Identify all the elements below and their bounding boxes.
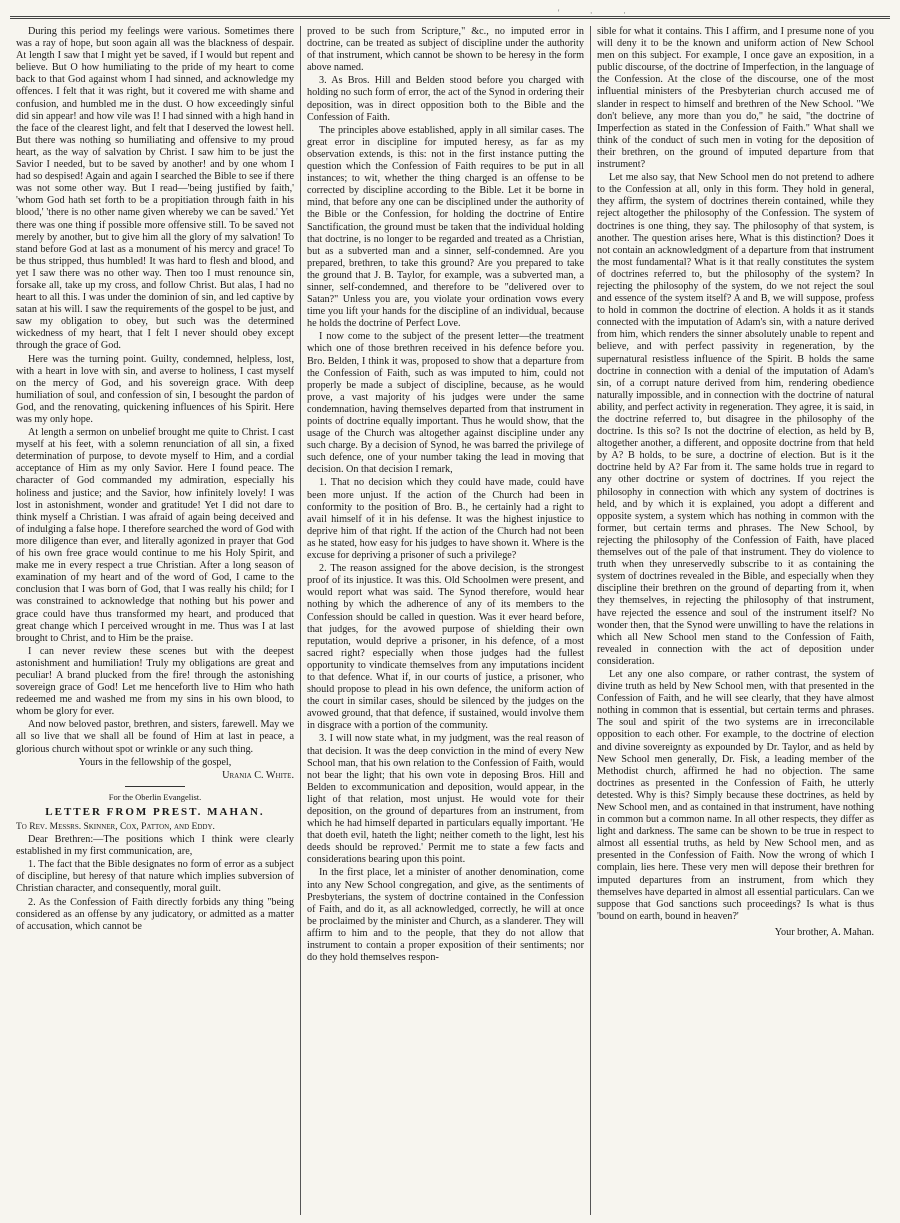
letter-address: To Rev. Messrs. Skinner, Cox, Patton, and Eddy. [16, 822, 215, 832]
column-2-paragraph: 3. As Bros. Hill and Belden stood before you charged with holding no such form of error, the act of the Synod in ordering their deposition, was in direct opposition both to the Bible and the Confession of Faith. [307, 75, 584, 123]
column-1-paragraph: During this period my feelings were various. Sometimes there was a ray of hope, but soon again all was the blackness of despair. At length I saw that I might yet be saved, if I would but repent and believe. But O how humiliating to the pride of my heart to come back to that God against whom I had sinned, and acknowledge my offences. I felt that it was right, but it covered me with shame and confusion, and humbled me in the dust. O how exceedingly sinful did sin appear! and how vile was I! I had sinned with a high hand in the face of the clearest light, and felt that I deserved the lowest hell. But there was nothing so humiliating and offensive to my proud heart, as the way of salvation by Christ. I saw him to be just the Savior I needed, but to be saved by another! and by one whom I had so despised! Again and again I searched the Bible to see if there was not some other way. But I read—'being justified by faith,' 'whom God hath set forth to be a propitiation through faith in his blood,' 'there is no other name given whereby we can be saved.' Yet there was one thing if possible more offensive still. To be saved not merely by another, but to give him all the glory of my salvation! To stand before God at last as a monument of his mercy and grace! To be thus stripped, thus humbled! It was hard to flesh and blood, and yet I saw there was no other way. Then too I must renounce sin, forsake all, take up my cross, and follow Christ. But alas, I had no heart to all this. I was under the dominion of sin, and led captive by satan at his will. I saw the requirements of the gospel to be just, and saw my obligation to obey, but such was the determined wickedness of my heart, that I felt I never should obey except through the grace of God. [16, 26, 294, 352]
column-2-paragraph: The principles above established, apply in all similar cases. The great error in discipline for imputed heresy, as far as my observation extends, is this: not in the first instance putting the question which the Confession of Faith requires to be put in all instances; to wit, whether the thing charged is an offense to be corrected by discipline according to the Bible. Let it be borne in mind, that before any one can be disciplined under the authority of the Bible or the Confession, for holding the doctrine of Entire Sanctification, the ground must be taken that the individual holding that doctrine, is no longer to be regarded and treated as a Christian, but as a subverted man and a sinner, self-condemned. Are you prepared, brethren, to take this ground? Are you prepared to take the ground that J. B. Taylor, for example, was a subverted man, a sinner, self-condemned, and therefore to be "delivered over to Satan?" Unless you are, you violate your ordination vows every time you lift your hands for the discipline of an individual, because he holds the doctrine of Perfect Love. [307, 124, 584, 330]
header-rule [10, 16, 890, 19]
column-2-paragraph: 3. I will now state what, in my judgment, was the real reason of that decision. It was the deep conviction in the mind of every New School man, that his own relation to the Confession of Faith, would not bear the light; that his own vote in deposing Bros. Hill and Belden to excommunication and deposition, would appear, in the light of that relation, most unjust. He would vote for their deposition, on the ground of departures from an instrument, from which he had himself departed in particulars equally important. 'He that doeth evil, hateth the light; neither cometh to the light, lest his deeds should be reproved.' Permit me to state a few facts and considerations bearing upon this point. [307, 733, 584, 866]
columns [10, 26, 890, 1215]
column-3-paragraph: sible for what it contains. This I affirm, and I presume none of you will deny it to be the known and uniform action of New School men on this subject. For example, I once gave an exposition, in a public discourse, of the doctrine of Imperfection, in the language of the Confession. At the close of the discourse, one of the most influential ministers of the Presbyterian church accused me of slander in respect to himself and brethren of the New School. "We don't believe, any more than you do," he said, "the doctrine of Imperfection as stated in the Confession of Faith." What shall we think of the conduct of such men in voting for the deposition of their brethren, on the ground of imputed departure from that instrument? [597, 26, 874, 171]
letter-paragraph: 2. As the Confession of Faith directly forbids any thing "being considered as an offense by any judicatory, or admitted as a matter of accusation, which cannot be [16, 896, 294, 932]
column-1 [10, 26, 300, 1215]
column-2-paragraph: 1. That no decision which they could have made, could have been more unjust. If the action of the Church had been in conformity to the position of Bro. B., he certainly had a right to avail himself of it in his defense. It was the highest injustice to deprive him of that right. If the action of the Church had not been as he stated, how easy for his judges to have shown it. Where is the excuse for depriving a prisoner of such a privilege? [307, 477, 584, 562]
letter-heading: LETTER FROM PREST. MAHAN. [45, 805, 265, 818]
source-line: For the Oberlin Evangelist. [108, 791, 202, 802]
column-1-paragraph: And now beloved pastor, brethren, and sisters, farewell. May we all so live that we shall all be found of Him at last in peace, a glorious church without spot or wrinkle or any such thing. [16, 719, 294, 755]
letter-paragraph: 1. The fact that the Bible designates no form of error as a subject of discipline, but heresy of that nature which implies subversion of Christian character, and consequently, moral guilt. [16, 859, 294, 895]
newspaper-page [10, 8, 890, 1215]
column-1-paragraph: Here was the turning point. Guilty, condemned, helpless, lost, with a heart in love with sin, and averse to holiness, I cast myself on the mercy of God, and his sovereign grace. With deep humiliation of soul, and confession of sin, I besought the pardon of God, and the renovating, quickening influences of his Spirit. Here was my only hope. [16, 353, 294, 425]
column-3 [590, 26, 880, 1215]
closing-line: Yours in the fellowship of the gospel, [78, 756, 232, 768]
column-2-paragraph: 2. The reason assigned for the above decision, is the strongest proof of its injustice. It was this. Old Schoolmen were present, and would report what was said. The Synod therefore, would hear nothing by which the adherence of any of its members to the Confession should be called in question. Was it ever heard before, that judges, for the avowed purpose of shielding their own reputation, would deprive a prisoner, in his defence, of a most sacred right? especially when those judges had the fullest opportunity to vindicate themselves from any imputations incident to that defence. What if, in our courts of justice, a prisoner, who should propose to plead in his own defence, the uniform action of the court in similar cases, should be silenced by the judges on the avowed ground, that that defence, if sustained, would involve them in disgrace with a portion of the community. [307, 563, 584, 732]
column-2-paragraph: I now come to the subject of the present letter—the treatment which one of those brethren received in his defence before you. Bro. Belden, I think it was, proposed to show that a departure from the Confession of Faith, such as was imputed to him, could not properly be made a subject of discipline, because, as he would prove, a vast majority of his judges were under the same condemnation, having themselves departed from that instrument in points of doctrine equally important. Thus he would show, that the usage of the Church was altogether against discipline under any such charge. By a decision of Synod, he was barred the privilege of such defence, one of your number taking the lead in moving that decision. On that decision I remark, [307, 331, 584, 476]
column-3-paragraph: Let any one also compare, or rather contrast, the system of divine truth as held by New School men, with that presented in the Confession of Faith, and he will see clearly, that they have almost nothing in common that is essential, but certain terms and phrases. The soul and spirit of the two systems are in irreconcilable opposition to each other. For example, to the doctrine of election and divine sovereignty as expounded by Dr. Taylor, and as held by New School men generally, Dr. Fisk, a leading member of the Methodist church, affirmed he had no objection. The same doctrines as presented in the Confession of Faith, he utterly detested. Why is this? Simply because these doctrines, as held by New School men, and as contained in that instrument, have nothing in common but a common name. In all other respects, they differ as light and darkness. The same can be shown to be true in respect to almost all essential truths, as held by New School men, and as presented in the Confession of Faith. Now the wrong of which I complain, lies here. These very men will depose their brethren for imputed departures from an instrument, from which they themselves have departed in almost all essential particulars. Can we suppose that God sanctions such proceedings? Is what is thus 'bound on earth, bound in heaven?' [597, 668, 874, 922]
section-divider [125, 786, 185, 787]
column-3-paragraph: Let me also say, that New School men do not pretend to adhere to the Confession at all, only in this form. They hold in general, they affirm, the system of doctrines therein contained, while they reject altogether the philosophy of the Confession. The system of doctrines is one thing, they say. The philosophy of that system, is another. The question arises here, What is this distinction? Does it not contain an acknowledgment of a departure from that instrument the most fundamental? What is it that really constitutes the system of doctrines referred to, but the philosophy of the system? In rejecting the philosophy of the system, do we not reject the soul and essence of the system itself? A and B, we will suppose, profess to hold in common the doctrine of election. A holds it as it stands connected with the imputation of Adam's sin, with a nature derived from him, which renders the sinner absolutely unable to repent and believe, and with perfect passivity in regeneration, by the supernatural resistless influence of the Spirit. B holds the same doctrine in connection with a denial of the imputation of Adam's sin, of a corrupt nature derived from him, rendering obedience naturally impossible, and in connection with the doctrine of natural ability, and perfect activity in regeneration. They agree, it is said, in the doctrine referred to, but disagree in the philosophy of the doctrine. Is this so? Is not the doctrine of election, as held by B, altogether another, a different, and opposite doctrine from that held by A? B holds, to be sure, a doctrine of election. But is it the doctrine held by A? Far from it. The same holds true in regard to any other doctrine or system of doctrines. If you reject the philosophy in connection with which any system of doctrines is held, and by which it is explained, you adopt a different and opposite system, a system which has nothing in common with the former, but certain terms and phrases. The New School, by rejecting the philosophy of the Confession of Faith, have placed themselves out of the pale of that instrument. They do violence to truth when they unreservedly subscribe to it as containing the system of doctrines revealed in the Bible, and especially when they discipline their brethren on the ground of departing from it, when they themselves, in rejecting the philosophy of that instrument, have rejected the essence and soul of the instrument itself? No wonder then, that the Synod were unwilling to have the relations in which all New School men stand to the Confession of Faith, revealed in connection with the act of deposition under consideration. [597, 172, 874, 667]
column-2-paragraph: proved to be such from Scripture," &c., no imputed error in doctrine, can be treated as subject of discipline under the authority of that instrument, which cannot be shown to be heresy in the form above named. [307, 26, 584, 74]
top-marks: ' · · [557, 8, 640, 18]
column-2-paragraph: In the first place, let a minister of another denomination, come into any New School congregation, and give, as the sentiments of Presbyterians, the system of doctrine contained in the Confession of Faith, and do it, as all acknowledged, correctly, he will at once be proclaimed by the minister and Church, as a slanderer. They will affirm to him and to the people, that they do not allow that instrument to contain a proper exposition of their sentiments; nor do they hold themselves respon- [307, 867, 584, 964]
letter-paragraph: Dear Brethren:—The positions which I think were clearly established in my first communication, are, [16, 834, 294, 858]
signature: Urania C. White. [222, 769, 294, 781]
letter-closing: Your brother, A. Mahan. [774, 926, 874, 938]
column-2 [300, 26, 590, 1215]
column-1-paragraph: I can never review these scenes but with the deepest astonishment and humiliation! Truly my obligations are great and peculiar! A brand plucked from the fire! through the astonishing sovereign grace of God! Let me henceforth live to Him who hath redeemed me and washed me from my sins in his own blood, to whom be glory for ever. [16, 645, 294, 718]
column-1-paragraph: At length a sermon on unbelief brought me quite to Christ. I cast myself at his feet, with a solemn renunciation of all sin, a fixed determination of purpose, to devote myself to Him, and a cordial acceptance of Him as my only Savior. Here I found peace. The character of God commanded my admiration, especially his holiness and justice; and the Savior, how infinitely lovely! I was lost in astonishment, wonder and gratitude! Yet I did not dare to think myself a Christian. I was afraid of again being deceived and of indulging a false hope. I therefore searched the word of God with more diligence than ever, and literally agonized in prayer that God of his own free grace would continue to me his Holy Spirit, and make me in every respect a true Christian. After a long season of examination of my heart and of the word of God, I came to the conclusion that I was born of God, that I was really his child; for I was constrained to acknowledge that nothing but his power and grace could have thus transformed my heart, and produced that great change which I perceived wrought in me. Thus was I at last brought to Christ, and to Him be the praise. [16, 427, 294, 644]
